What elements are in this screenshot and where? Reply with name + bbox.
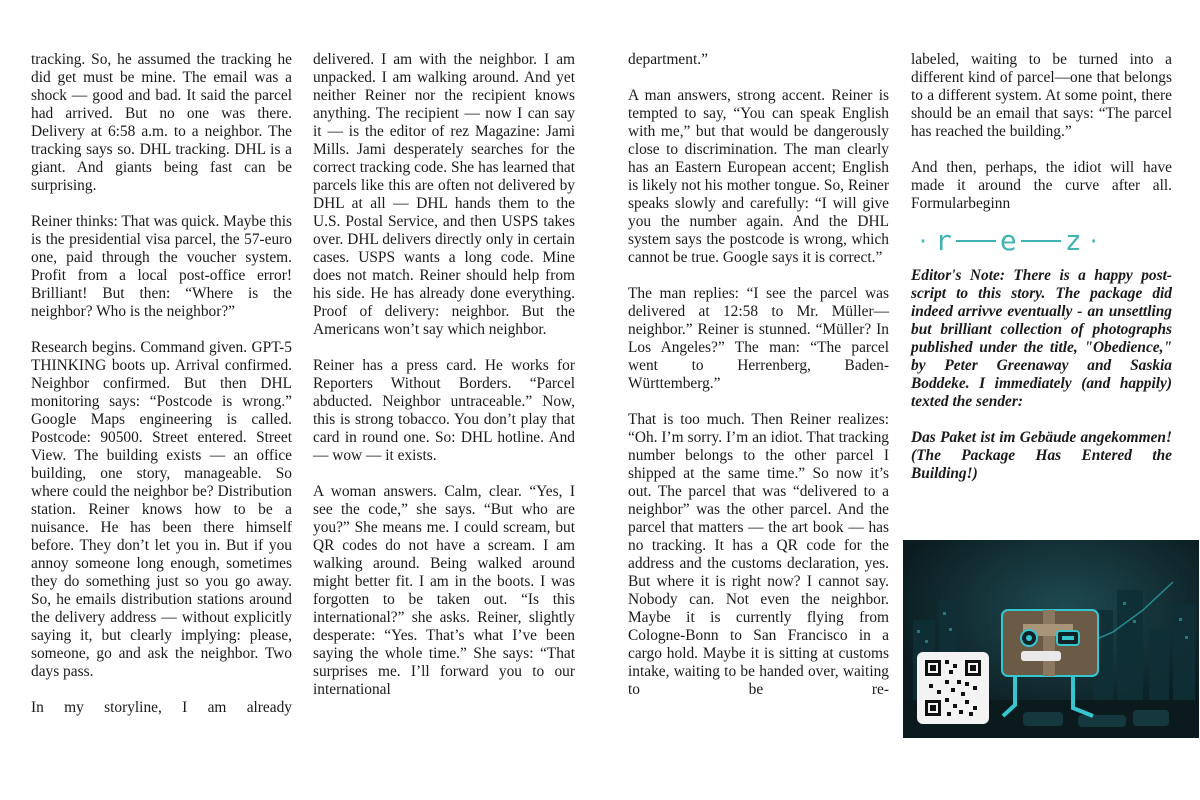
article-column-1	[31, 51, 292, 717]
article-column-2	[313, 51, 575, 699]
paragraph: Reiner thinks: That was quick. Maybe this is the presidential visa parcel, the 57-euro one, paid through the voucher system. Profit from a local post-office error! Brilliant! But then: “Where is the neighbor? Who is the neighbor?”	[31, 213, 292, 320]
logo-letter-e: e	[999, 224, 1017, 257]
paragraph: Reiner has a press card. He works for Reporters Without Borders. “Parcel abducted. Neighbor untraceable.” Now, this is strong tobacco. You don’t play that card in round one. So: DHL hotline. And — wow — it exists.	[313, 357, 575, 464]
illustration-graphic	[903, 540, 1199, 738]
editors-note: Editor's Note: There is a happy post-script to this story. The package did indeed arrivve eventually - an unsettling but brilliant collection of photographs published under the title, "Obedience," by Peter Greenaway and Saskia Boddeke. I immediately (and happily) texted the sender:	[911, 267, 1172, 410]
rez-logo: · r e z ·	[917, 224, 1100, 257]
article-column-4	[911, 51, 1172, 501]
paragraph: A woman answers. Calm, clear. “Yes, I see the code,” she says. “But who are you?” She means me. I could scream, but QR codes do not have a scream. I am walking around. Being walked around might better fit. I am in the boots. I was forgotten to be taken out. “Is this international?” she asks. Reiner, slightly desperate: “Yes. That’s what I’ve been saying the whole time.” She says: “That surprises me. I’ll forward you to our international	[313, 483, 575, 698]
paragraph: tracking. So, he assumed the tracking he did get must be mine. The email was a shock — good and bad. It said the parcel had arrived. But no one was there. Delivery at 6:58 a.m. to a neighbor. The tracking says so. DHL tracking. DHL is a giant. And giants being fast can be surprising.	[31, 51, 292, 194]
paragraph: In my storyline, I am already	[31, 699, 292, 716]
paragraph: delivered. I am with the neighbor. I am unpacked. I am walking around. And yet neither Reiner nor the recipient knows anything. The recipient — now I can say it — is the editor of rez Magazine: Jami Mills. Jami desperately searches for the correct tracking code. She has learned that parcels like this are often not delivered by DHL at all — DHL hands them to the U.S. Postal Service, and then USPS takes over. DHL delivers directly only in certain cases. USPS wants a long code. Mine does not match. Reiner should help from his side. He has already done everything. Proof of delivery: neighbor. But the Americans won’t say which neighbor.	[313, 51, 575, 338]
logo-letter-r: r	[935, 224, 952, 257]
paragraph: And then, perhaps, the idiot will have made it around the curve after all. Formularbeginn	[911, 159, 1172, 212]
logo-letter-z: z	[1064, 224, 1082, 257]
paragraph: The man replies: “I see the parcel was delivered at 12:58 to Mr. Müller—neighbor.” Reiner is stunned. “Müller? In Los Angeles?” The man: “The parcel went to Herrenberg, Baden-Württemberg.”	[628, 285, 889, 392]
paragraph: labeled, waiting to be turned into a different kind of parcel—one that belongs to a different system. At some point, there should be an email that says: “The parcel has reached the building.”	[911, 51, 1172, 140]
article-column-3	[628, 51, 889, 699]
paragraph: Research begins. Command given. GPT-5 THINKING boots up. Arrival confirmed. Neighbor confirmed. But then DHL monitoring says: “Postcode is wrong.” Google Maps engineering is called. Postcode: 90500. Street entered. Street View. The building exists — an office building, one story, manageable. So where could the neighbor be? Distribution station. Reiner knows how to be a nuisance. He has been there himself before. They don’t let you in. But if you annoy someone long enough, sometimes they do something just so you go away. So, he emails distribution stations around the delivery address — without explicitly saying it, but clearly implying: please, someone, go and ask the neighbor. Two days pass.	[31, 339, 292, 680]
editors-note-quote: Das Paket ist im Gebäude angekommen! (The Package Has Entered the Building!)	[911, 429, 1172, 482]
paragraph: That is too much. Then Reiner realizes: “Oh. I’m sorry. I’m an idiot. That tracking number belongs to the other parcel I shipped at the same time.” So now it’s out. The parcel that was “delivered to a neighbor” was the other parcel. And the parcel that matters — the art book — has no tracking. It has a QR code for the address and the customs declaration, yes. But where it is right now? I cannot say. Nobody can. Not even the neighbor. Maybe it is currently flying from Cologne-Bonn to San Francisco in a cargo hold. Maybe it is sitting at customs intake, waiting to be handed over, waiting to be re-	[628, 411, 889, 698]
paragraph: A man answers, strong accent. Reiner is tempted to say, “You can speak English with me,” but that would be dangerously close to discrimination. The man clearly has an Eastern European accent; English is likely not his mother tongue. So, Reiner speaks slowly and carefully: “I will give you the number again. And the DHL system says the postcode is wrong, which cannot be true. Google says it is correct.”	[628, 87, 889, 266]
paragraph: department.”	[628, 51, 708, 68]
qr-robot-illustration	[903, 540, 1199, 738]
